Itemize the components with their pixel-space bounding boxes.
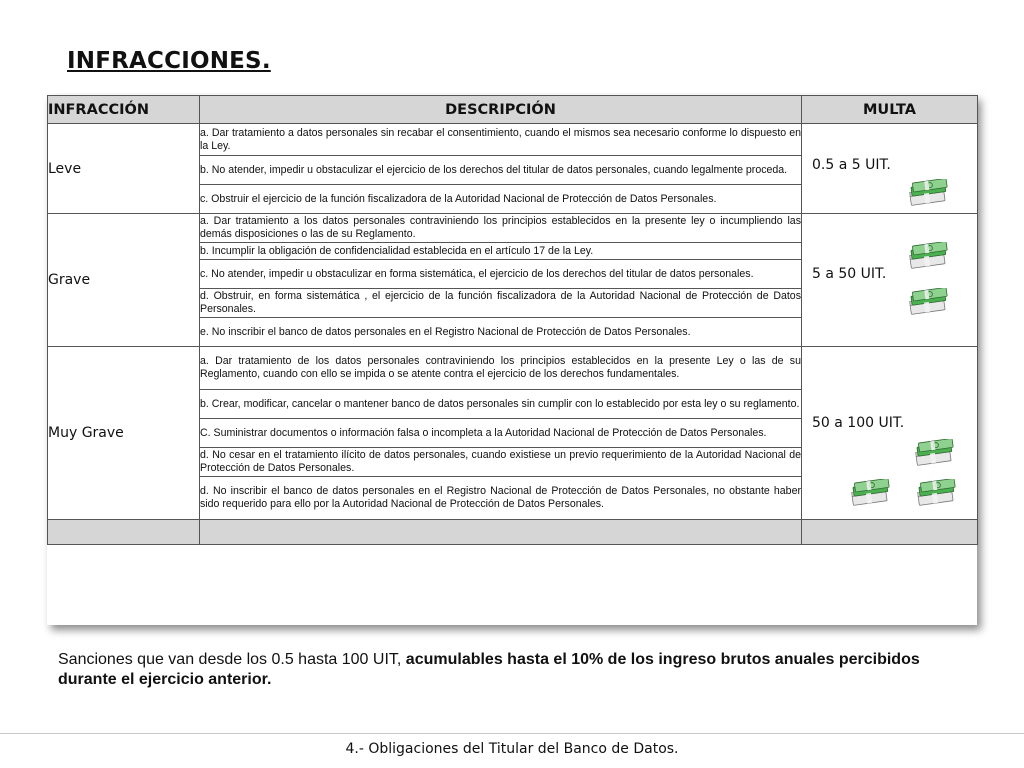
money-stack-icon xyxy=(846,479,894,509)
description-cell: b. Incumplir la obligación de confidencialidad establecida en el artículo 17 de la Ley. xyxy=(200,243,802,260)
slide-title: INFRACCIONES. xyxy=(67,48,271,74)
money-stack-icon xyxy=(912,479,960,509)
table-row xyxy=(48,214,978,243)
money-stack-icon xyxy=(904,242,952,272)
fine-grave xyxy=(802,214,978,347)
description-cell: c. Obstruir el ejercicio de la función fiscalizadora de la Autoridad Nacional de Protección de Datos Personales. xyxy=(200,185,802,214)
description-cell: b. Crear, modificar, cancelar o mantener banco de datos personales sin cumplir con lo establecido por esta ley o su reglamento. xyxy=(200,390,802,419)
sanctions-note xyxy=(58,650,978,690)
header-descripcion: DESCRIPCIÓN xyxy=(200,96,802,124)
empty-cell xyxy=(48,520,200,545)
description-cell: b. No atender, impedir u obstaculizar el ejercicio de los derechos del titular de datos personales, cuando legalmente proceda. xyxy=(200,156,802,185)
description-cell: d. No inscribir el banco de datos personales en el Registro Nacional de Protección de Datos Personales, no obstante haber sido requerido para ello por la Autoridad Nacional de Protección de Datos Personales. xyxy=(200,477,802,520)
level-leve: Leve xyxy=(48,124,200,214)
table-header-row xyxy=(48,96,978,124)
table-row xyxy=(48,124,978,156)
description-cell: e. No inscribir el banco de datos personales en el Registro Nacional de Protección de Datos Personales. xyxy=(200,318,802,347)
header-multa: MULTA xyxy=(802,96,978,124)
empty-cell xyxy=(802,520,978,545)
money-stack-icon xyxy=(904,288,952,318)
fine-leve xyxy=(802,124,978,214)
fine-muy-grave xyxy=(802,347,978,520)
description-cell: d. Obstruir, en forma sistemática , el ejercicio de la función fiscalizadora de la Autoridad Nacional de Protección de Datos Personales. xyxy=(200,289,802,318)
description-cell: C. Suministrar documentos o información falsa o incompleta a la Autoridad Nacional de Protección de Datos Personales. xyxy=(200,419,802,448)
footer-divider xyxy=(0,733,1024,734)
fine-text: 0.5 a 5 UIT. xyxy=(812,157,891,173)
footer-text: 4.- Obligaciones del Titular del Banco de Datos. xyxy=(345,741,679,757)
level-grave: Grave xyxy=(48,214,200,347)
money-stack-icon xyxy=(904,179,952,209)
header-infraccion: INFRACCIÓN xyxy=(48,96,200,124)
description-cell: c. No atender, impedir u obstaculizar en forma sistemática, el ejercicio de los derechos del titular de datos personales. xyxy=(200,260,802,289)
money-stack-icon xyxy=(910,439,958,469)
description-cell: a. Dar tratamiento a los datos personales contraviniendo los principios establecidos en la presente ley o incumpliendo las demás disposiciones o las de su Reglamento. xyxy=(200,214,802,243)
infractions-table xyxy=(47,95,977,625)
level-muy-grave: Muy Grave xyxy=(48,347,200,520)
fine-text: 50 a 100 UIT. xyxy=(812,415,905,431)
empty-cell xyxy=(200,520,802,545)
fine-text: 5 a 50 UIT. xyxy=(812,266,887,282)
description-cell: a. Dar tratamiento a datos personales sin recabar el consentimiento, cuando el mismos sea necesario conforme lo dispuesto en la Ley. xyxy=(200,124,802,156)
description-cell: d. No cesar en el tratamiento ilícito de datos personales, cuando existiese un previo requerimiento de la Autoridad Nacional de Protección de Datos Personales. xyxy=(200,448,802,477)
note-plain: Sanciones que van desde los 0.5 hasta 100 UIT, xyxy=(58,651,406,668)
description-cell: a. Dar tratamiento de los datos personales contraviniendo los principios establecidos en la presente Ley o las de su Reglamento, cuando con ello se impida o se atente contra el ejercicio de los derechos fundamentales. xyxy=(200,347,802,390)
table-row-empty xyxy=(48,520,978,545)
table-row xyxy=(48,347,978,390)
note-bold: acumulables hasta el 10% de los ingreso brutos anuales percibidos durante el ejercicio anterior. xyxy=(58,651,920,688)
